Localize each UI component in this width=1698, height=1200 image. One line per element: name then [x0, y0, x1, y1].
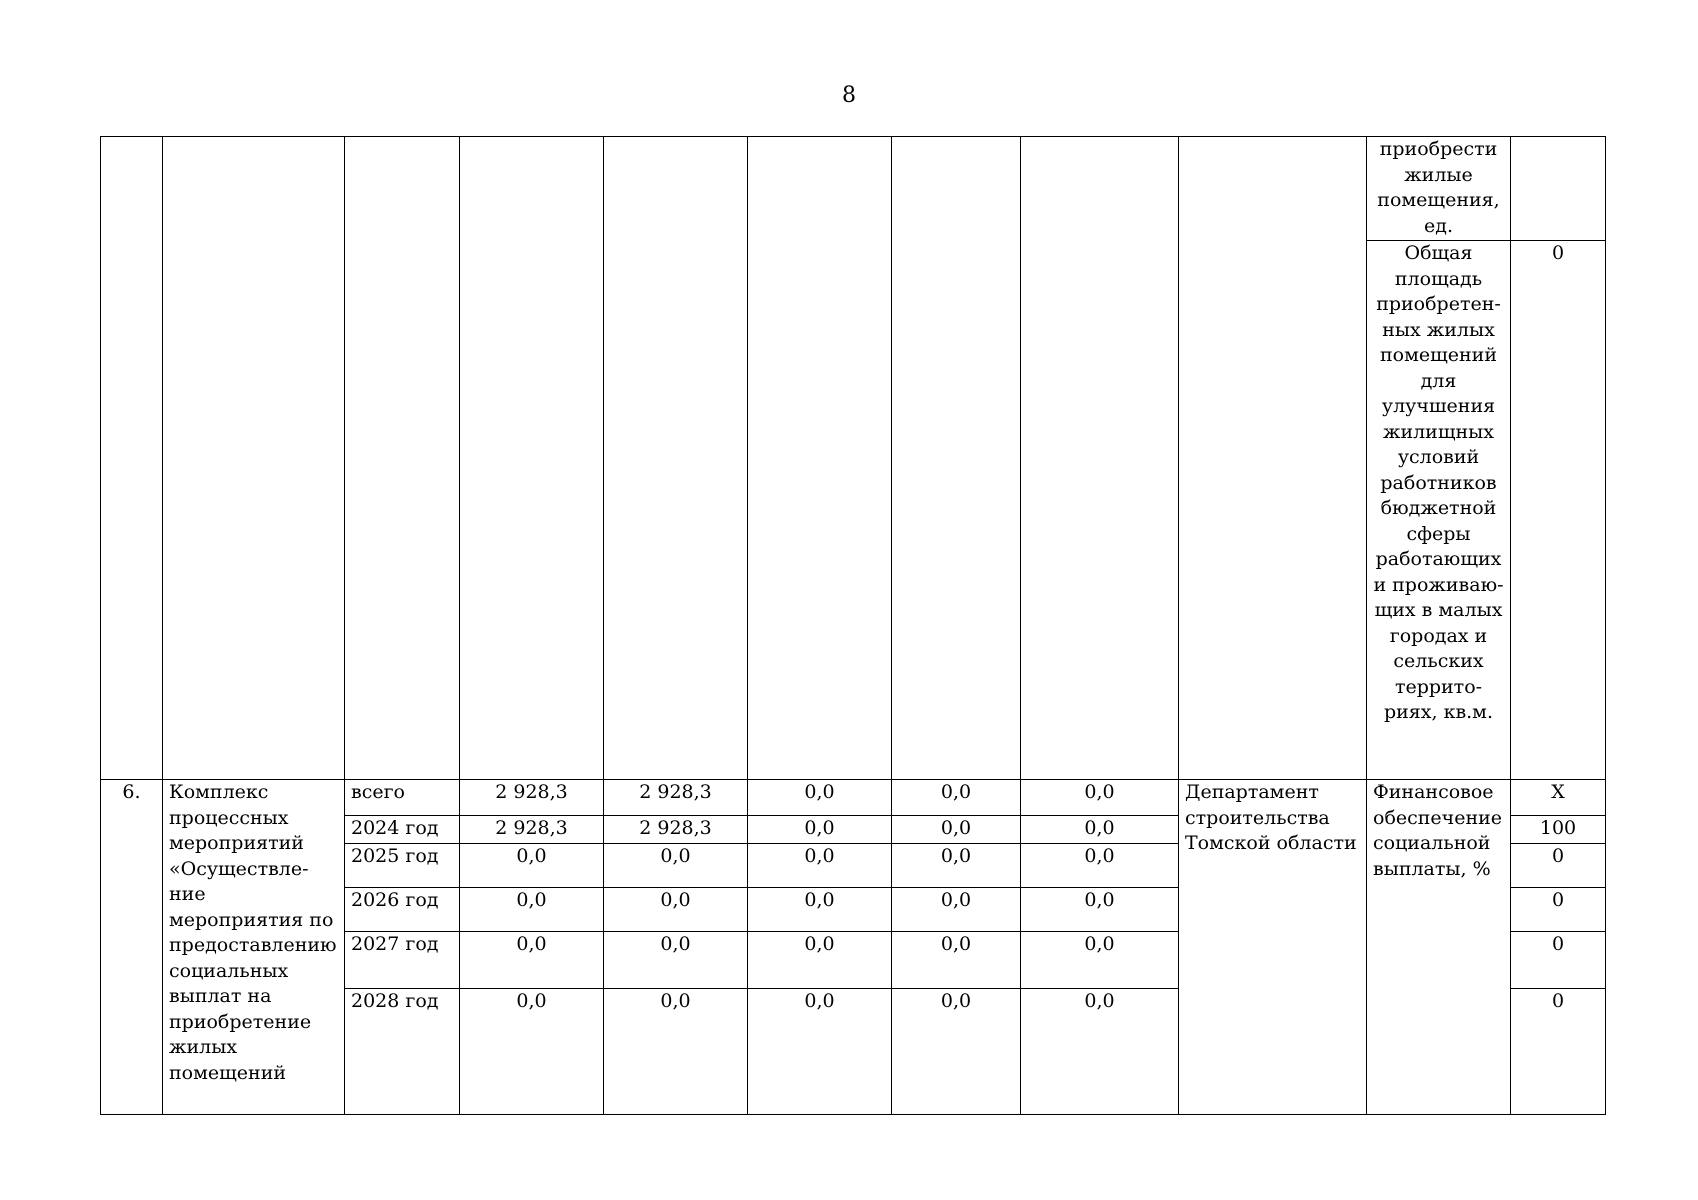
value-cell: 0,0	[892, 844, 1021, 888]
program-table	[100, 136, 1606, 1115]
indicator-value: 0	[1511, 888, 1606, 932]
value-cell: 0,0	[1021, 932, 1179, 989]
value-cell: 0,0	[748, 888, 892, 932]
indicator-value: 0	[1511, 989, 1606, 1115]
cont-local-cell	[892, 137, 1021, 780]
value-cell: 0,0	[748, 780, 892, 816]
value-cell: 0,0	[1021, 816, 1179, 844]
page-number: 8	[842, 83, 856, 108]
value-cell: 0,0	[1021, 989, 1179, 1115]
cont-federal-cell	[748, 137, 892, 780]
cont-total-cell	[460, 137, 604, 780]
period-label: 2025 год	[345, 844, 460, 888]
cont-indicator-1-tail: приобрести жилые помещения, ед.	[1367, 137, 1511, 241]
value-cell: 0,0	[748, 932, 892, 989]
value-cell: 2 928,3	[460, 816, 604, 844]
cont-regional-cell	[604, 137, 748, 780]
value-cell: 0,0	[1021, 888, 1179, 932]
value-cell: 0,0	[460, 932, 604, 989]
value-cell: 0,0	[460, 888, 604, 932]
value-cell: 0,0	[892, 888, 1021, 932]
period-label: 2027 год	[345, 932, 460, 989]
cont-indicator-1-value	[1511, 137, 1606, 241]
value-cell: 2 928,3	[604, 816, 748, 844]
cont-other-cell	[1021, 137, 1179, 780]
value-cell: 0,0	[604, 932, 748, 989]
indicator-value: 100	[1511, 816, 1606, 844]
period-label: 2024 год	[345, 816, 460, 844]
row6-total	[101, 780, 1606, 816]
value-cell: 0,0	[604, 989, 748, 1115]
row6-name: Комплекс процессных мероприятий «Осуществле-ние мероприятия по предоставлению социальных выплат на приобретение жилых помещений	[163, 780, 345, 1115]
value-cell: 0,0	[1021, 844, 1179, 888]
cont-executor-cell	[1179, 137, 1367, 780]
value-cell: 0,0	[604, 844, 748, 888]
row6-executor: Департамент строительства Томской области	[1179, 780, 1367, 1115]
value-cell: 0,0	[748, 816, 892, 844]
cont-name-cell	[163, 137, 345, 780]
indicator-value: 0	[1511, 932, 1606, 989]
value-cell: 0,0	[748, 989, 892, 1115]
row6-number: 6.	[101, 780, 163, 1115]
value-cell: 0,0	[892, 989, 1021, 1115]
indicator-value: 0	[1511, 844, 1606, 888]
value-cell: 0,0	[1021, 780, 1179, 816]
value-cell: 0,0	[892, 932, 1021, 989]
value-cell: 0,0	[748, 844, 892, 888]
period-label: всего	[345, 780, 460, 816]
value-cell: 0,0	[460, 844, 604, 888]
value-cell: 0,0	[892, 816, 1021, 844]
indicator-value: X	[1511, 780, 1606, 816]
continuation-row-1	[101, 137, 1606, 241]
value-cell: 0,0	[604, 888, 748, 932]
period-label: 2028 год	[345, 989, 460, 1115]
cont-indicator-2: Общая площадь приобретен-ных жилых помещений для улучшения жилищных условий работников бюджетной сферы работающих и проживаю-щих в малых городах и сельских террито-риях, кв.м.	[1367, 241, 1511, 780]
value-cell: 0,0	[460, 989, 604, 1115]
cont-number-cell	[101, 137, 163, 780]
value-cell: 2 928,3	[604, 780, 748, 816]
cont-period-cell	[345, 137, 460, 780]
value-cell: 0,0	[892, 780, 1021, 816]
row6-indicator: Финансовое обеспечение социальной выплаты, %	[1367, 780, 1511, 1115]
period-label: 2026 год	[345, 888, 460, 932]
value-cell: 2 928,3	[460, 780, 604, 816]
cont-indicator-2-value: 0	[1511, 241, 1606, 780]
